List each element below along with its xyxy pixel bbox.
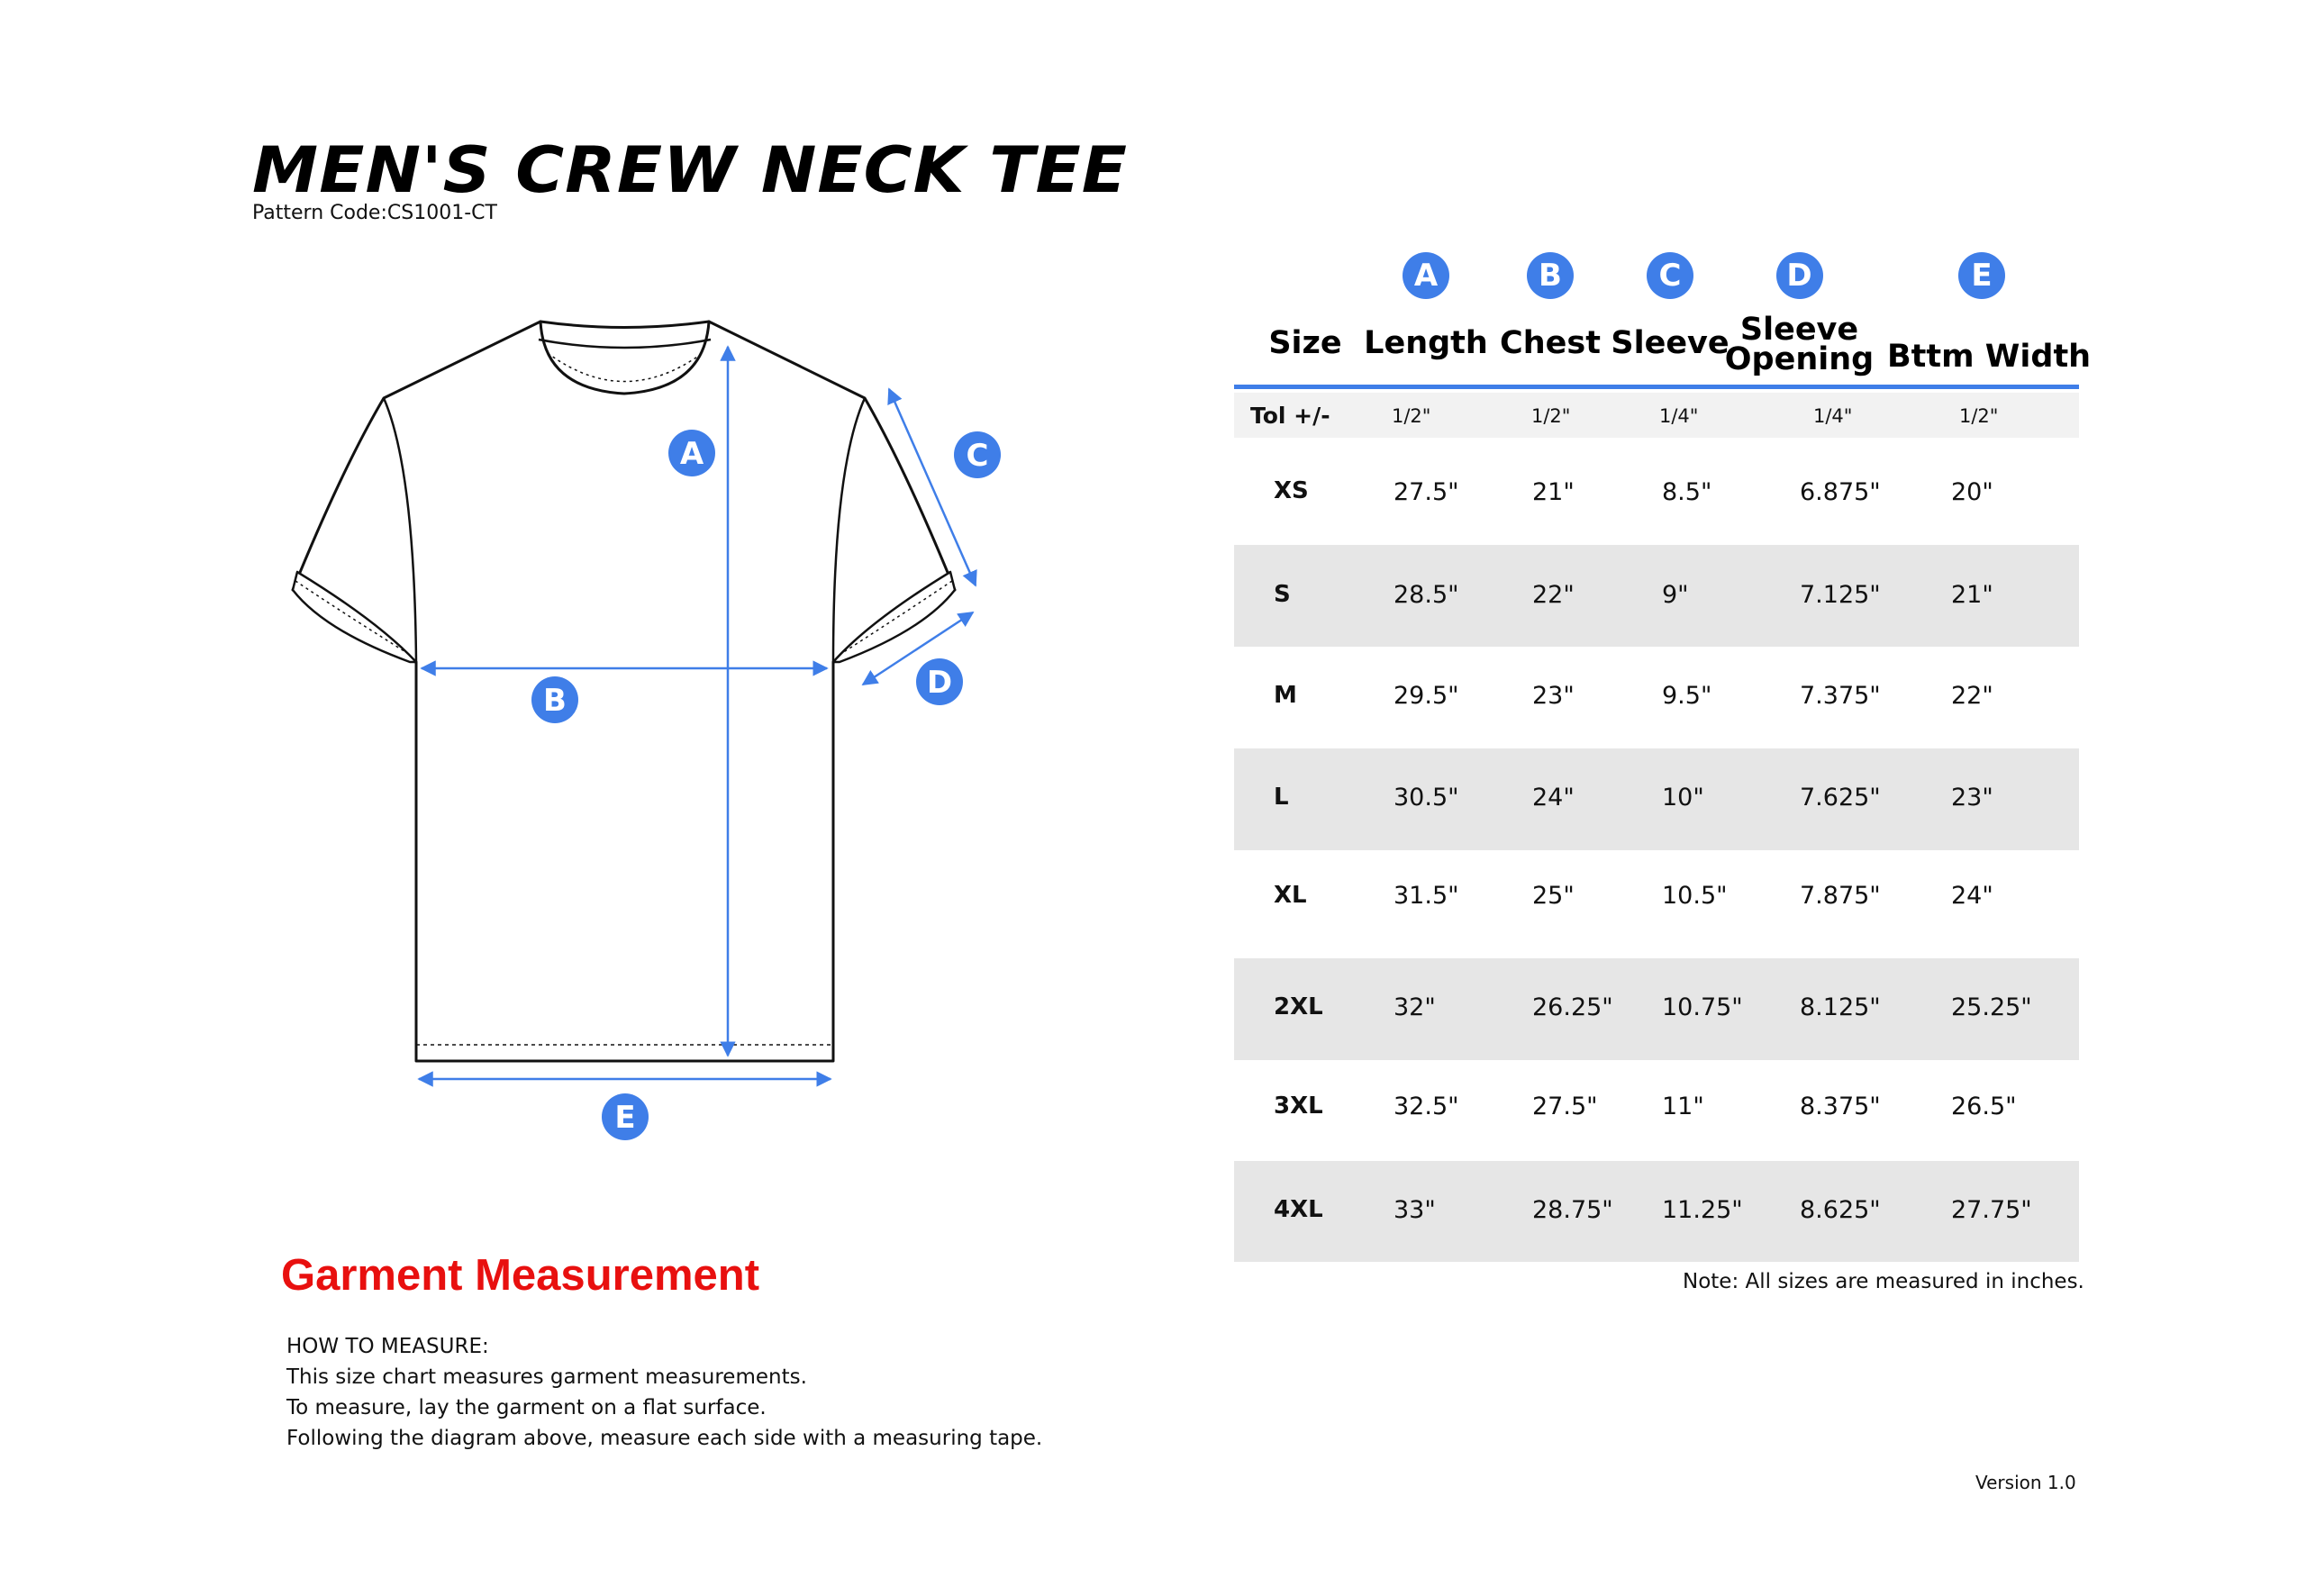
cell-sleeve-opening: 8.375" (1800, 1093, 1881, 1120)
table-header (1234, 252, 2092, 387)
cell-bttm-width: 22" (1951, 682, 1993, 710)
row-size: M (1274, 682, 1297, 709)
badge-d (916, 658, 963, 705)
table-row (1234, 1060, 2079, 1161)
svg-text:D: D (926, 665, 953, 701)
cell-length: 30.5" (1394, 784, 1459, 812)
cell-sleeve: 10.5" (1662, 882, 1728, 910)
tshirt-diagram (270, 270, 1009, 1153)
cell-length: 32.5" (1394, 1093, 1459, 1120)
header-length (1354, 252, 1498, 361)
header-bttm-width (1887, 252, 2092, 375)
cell-length: 31.5" (1394, 882, 1459, 910)
cell-bttm-width: 23" (1951, 784, 1993, 812)
cell-sleeve-opening: 8.125" (1800, 993, 1881, 1021)
cell-sleeve: 11" (1662, 1093, 1704, 1120)
cell-sleeve: 10" (1662, 784, 1704, 812)
badge-a (668, 430, 715, 476)
cell-sleeve: 8.5" (1662, 478, 1712, 506)
cell-sleeve-opening: 7.875" (1800, 882, 1881, 910)
table-row (1234, 545, 2079, 647)
svg-text:A: A (679, 436, 704, 472)
cell-chest: 26.25" (1532, 993, 1613, 1021)
row-size: L (1274, 784, 1289, 811)
cell-chest: 22" (1532, 581, 1575, 609)
row-size: 2XL (1274, 993, 1323, 1020)
header-sleeve (1602, 252, 1738, 361)
tolerance-bttm-width: 1/2" (1959, 405, 1999, 427)
badge-e (602, 1093, 649, 1140)
row-size: XL (1274, 882, 1307, 909)
how-to-measure (286, 1331, 1042, 1454)
cell-length: 28.5" (1394, 581, 1459, 609)
row-size: S (1274, 581, 1291, 608)
size-table (1234, 252, 2092, 1224)
cell-chest: 21" (1532, 478, 1575, 506)
cell-sleeve-opening: 7.125" (1800, 581, 1881, 609)
header-length-label: Length (1364, 325, 1488, 361)
garment-measurement-title: Garment Measurement (281, 1251, 760, 1300)
tolerance-row (1234, 393, 2079, 438)
svg-text:B: B (543, 683, 567, 719)
tolerance-sleeve: 1/4" (1659, 405, 1699, 427)
cell-chest: 25" (1532, 882, 1575, 910)
chest-badge: B (1527, 252, 1574, 299)
cell-chest: 23" (1532, 682, 1575, 710)
table-row (1234, 958, 2079, 1060)
cell-sleeve: 9" (1662, 581, 1689, 609)
table-row (1234, 1161, 2079, 1262)
length-badge: A (1403, 252, 1449, 299)
header-size-label: Size (1268, 325, 1342, 361)
version-label: Version 1.0 (1975, 1472, 2076, 1493)
cell-bttm-width: 24" (1951, 882, 1993, 910)
tolerance-length: 1/2" (1392, 405, 1431, 427)
row-size: XS (1274, 477, 1309, 504)
table-row (1234, 438, 2079, 540)
measurement-note: Note: All sizes are measured in inches. (1683, 1270, 2084, 1293)
table-row (1234, 850, 2079, 954)
badge-b (531, 676, 578, 723)
pattern-code: Pattern Code:CS1001-CT (252, 202, 497, 224)
cell-sleeve-opening: 7.625" (1800, 784, 1881, 812)
sleeve-badge: C (1647, 252, 1693, 299)
header-rule (1234, 385, 2079, 389)
cell-sleeve: 10.75" (1662, 993, 1743, 1021)
cell-chest: 24" (1532, 784, 1575, 812)
header-chest (1483, 252, 1618, 361)
how-to-line: This size chart measures garment measurements. (286, 1365, 807, 1389)
table-row (1234, 647, 2079, 748)
header-sleeve-opening (1724, 252, 1875, 377)
how-to-line: Following the diagram above, measure each side with a measuring tape. (286, 1427, 1043, 1450)
cell-bttm-width: 21" (1951, 581, 1993, 609)
cell-chest: 28.75" (1532, 1196, 1613, 1224)
header-bttm-width-label: Bttm Width (1887, 339, 2092, 375)
header-chest-label: Chest (1500, 325, 1601, 361)
header-sleeve-opening-label: Sleeve Opening (1724, 312, 1875, 377)
tshirt-outline (293, 322, 955, 1061)
cell-bttm-width: 25.25" (1951, 993, 2032, 1021)
cell-length: 32" (1394, 993, 1436, 1021)
tolerance-chest: 1/2" (1531, 405, 1571, 427)
cell-chest: 27.5" (1532, 1093, 1598, 1120)
how-to-heading: HOW TO MEASURE: (286, 1335, 489, 1358)
svg-text:C: C (966, 438, 989, 474)
cell-bttm-width: 26.5" (1951, 1093, 2017, 1120)
tolerance-sleeve-opening: 1/4" (1813, 405, 1853, 427)
cell-sleeve: 9.5" (1662, 682, 1712, 710)
header-sleeve-label: Sleeve (1611, 325, 1730, 361)
row-size: 3XL (1274, 1093, 1323, 1120)
bttm-width-badge: E (1958, 252, 2005, 299)
svg-text:E: E (614, 1100, 636, 1136)
cell-sleeve-opening: 6.875" (1800, 478, 1881, 506)
badge-c (954, 431, 1001, 478)
row-size: 4XL (1274, 1196, 1323, 1223)
page-title: MEN'S CREW NECK TEE (252, 133, 1129, 207)
cell-bttm-width: 20" (1951, 478, 1993, 506)
cell-length: 29.5" (1394, 682, 1459, 710)
table-row (1234, 748, 2079, 850)
how-to-line: To measure, lay the garment on a flat surface. (286, 1396, 767, 1419)
cell-bttm-width: 27.75" (1951, 1196, 2032, 1224)
cell-sleeve-opening: 7.375" (1800, 682, 1881, 710)
cell-length: 27.5" (1394, 478, 1459, 506)
cell-length: 33" (1394, 1196, 1436, 1224)
cell-sleeve-opening: 8.625" (1800, 1196, 1881, 1224)
cell-sleeve: 11.25" (1662, 1196, 1743, 1224)
tolerance-label: Tol +/- (1250, 403, 1330, 429)
sleeve-opening-badge: D (1776, 252, 1823, 299)
